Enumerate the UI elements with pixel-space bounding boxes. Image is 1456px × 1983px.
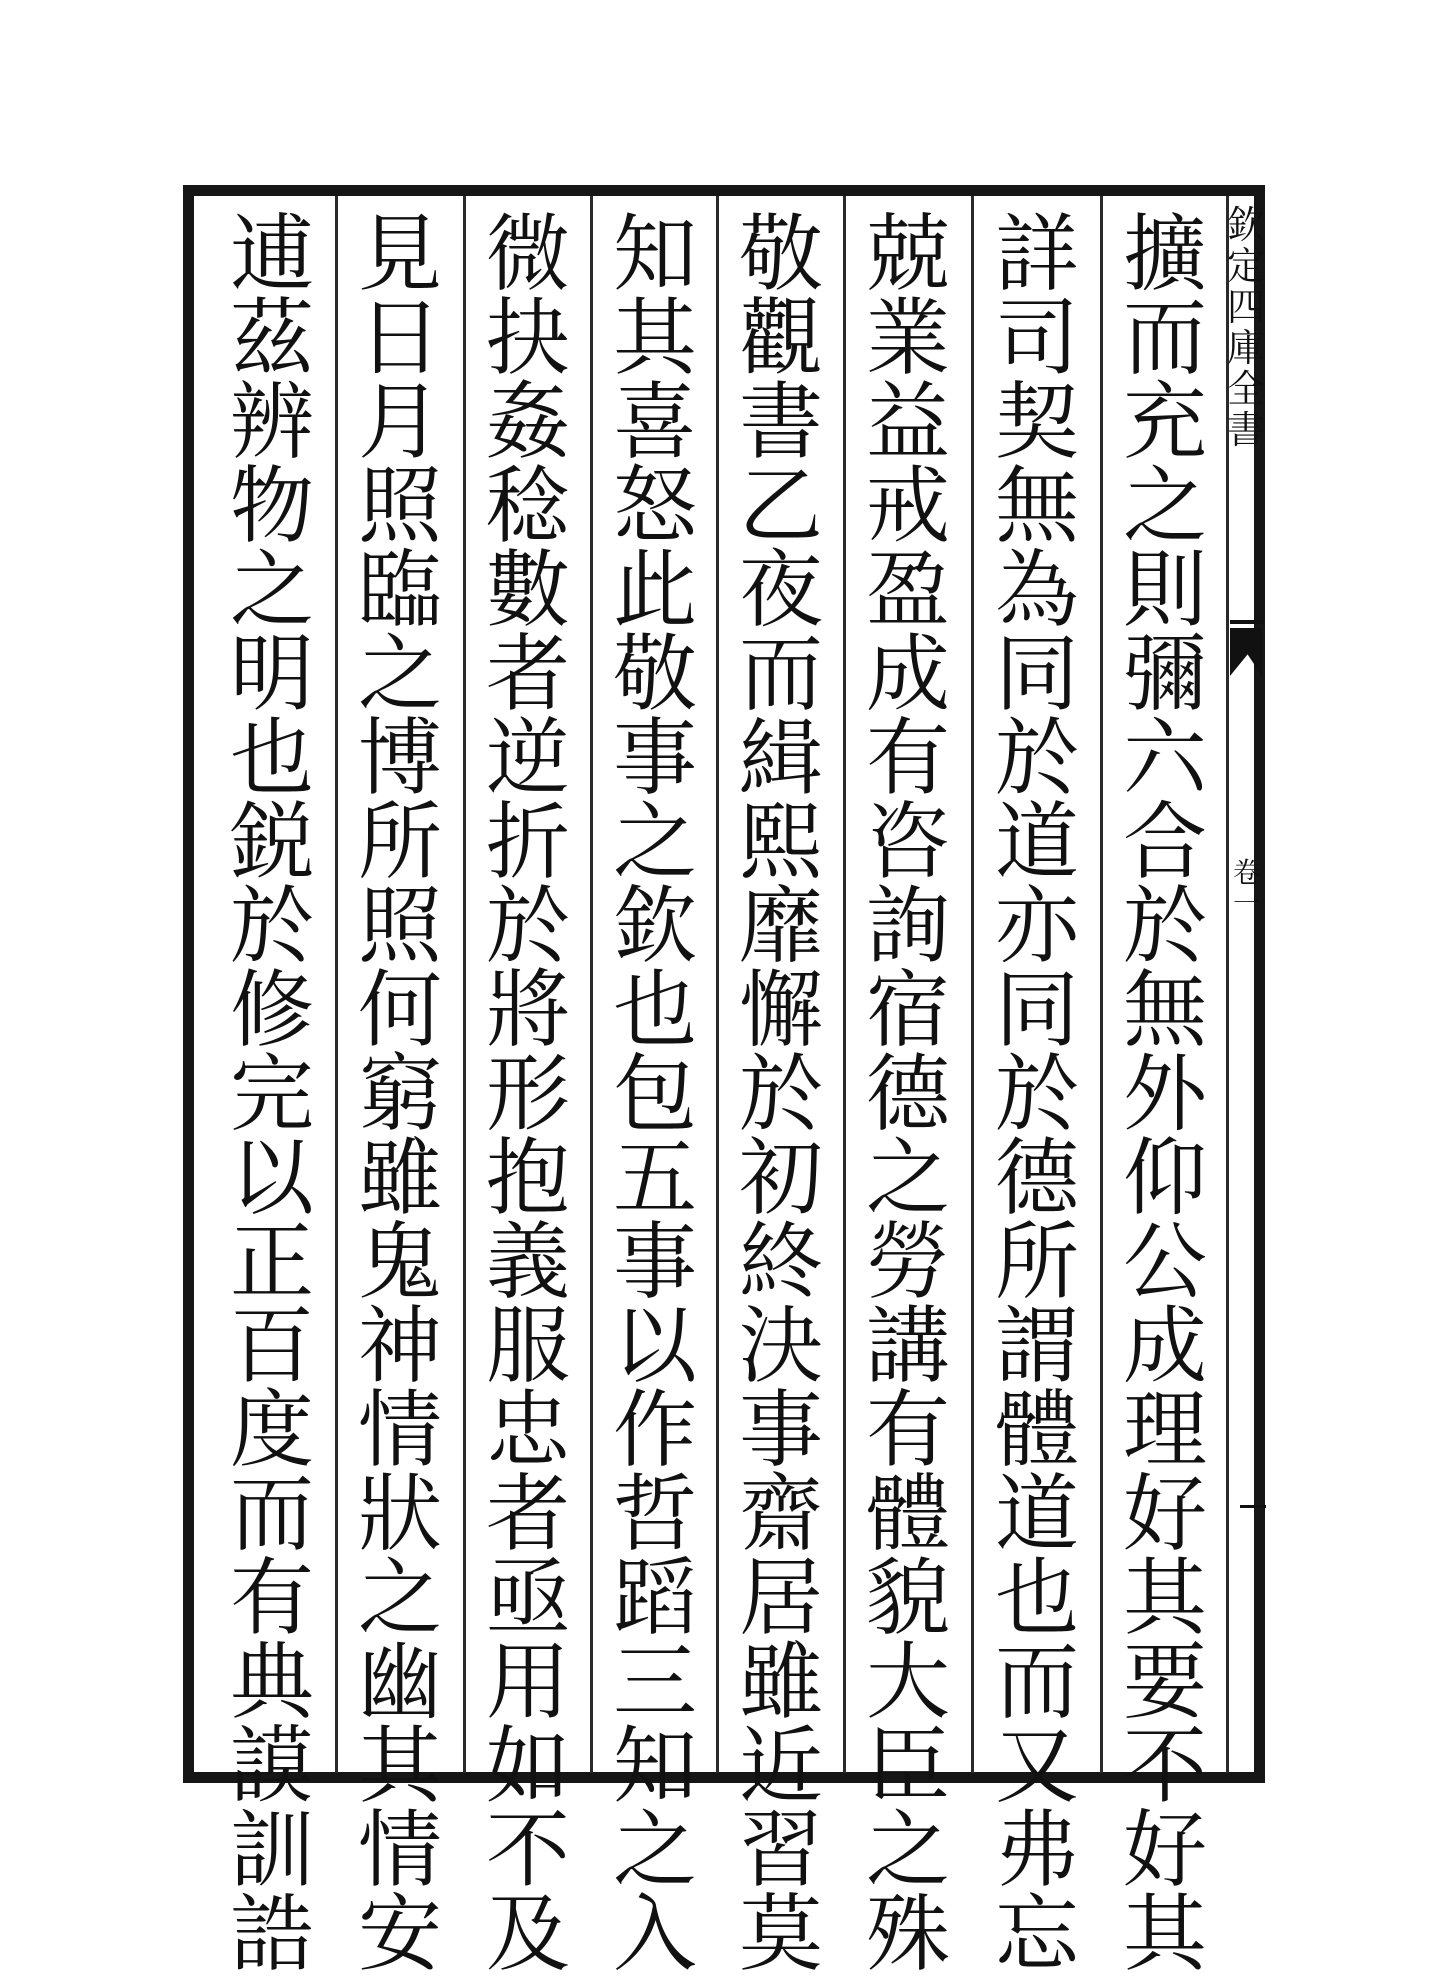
- glyph: 如: [485, 1717, 570, 1815]
- glyph: 詢: [865, 877, 950, 975]
- glyph: 百: [229, 1297, 314, 1395]
- glyph: 物: [229, 457, 314, 555]
- glyph: 哲: [612, 1465, 697, 1563]
- glyph: 近: [738, 1717, 823, 1815]
- glyph: 其: [1122, 1885, 1207, 1983]
- glyph: 而: [994, 1633, 1079, 1731]
- glyph: 兢: [865, 205, 950, 303]
- glyph: 敬: [738, 205, 823, 303]
- glyph: 度: [229, 1381, 314, 1479]
- glyph: 狀: [357, 1465, 442, 1563]
- glyph: 不: [1122, 1717, 1207, 1815]
- glyph: 之: [865, 1129, 950, 1227]
- glyph: 要: [1122, 1633, 1207, 1731]
- glyph: 成: [1122, 1297, 1207, 1395]
- glyph: 習: [738, 1801, 823, 1899]
- glyph: 居: [738, 1549, 823, 1647]
- glyph: 忘: [994, 1885, 1079, 1983]
- glyph: 辨: [229, 373, 314, 471]
- column-rule: [971, 196, 974, 1773]
- glyph: 好: [1122, 1801, 1207, 1899]
- text-column-8: [220, 205, 324, 1983]
- glyph: 無: [1122, 961, 1207, 1059]
- glyph: 而: [738, 625, 823, 723]
- glyph: 情: [357, 1801, 442, 1899]
- glyph: 謂: [994, 1297, 1079, 1395]
- glyph: 同: [994, 625, 1079, 723]
- glyph: 情: [357, 1381, 442, 1479]
- glyph: 鬼: [357, 1213, 442, 1311]
- glyph: 同: [994, 961, 1079, 1059]
- glyph: 咨: [865, 793, 950, 891]
- glyph: 正: [229, 1213, 314, 1311]
- glyph: 於: [994, 709, 1079, 807]
- glyph: 喜: [612, 373, 697, 471]
- glyph: 盈: [865, 541, 950, 639]
- glyph: 微: [485, 205, 570, 303]
- glyph: 亟: [485, 1549, 570, 1647]
- glyph: 將: [485, 961, 570, 1059]
- glyph: 義: [485, 1213, 570, 1311]
- glyph: 日: [357, 289, 442, 387]
- glyph: 欽: [612, 877, 697, 975]
- glyph: 完: [229, 1045, 314, 1143]
- glyph: 書: [738, 373, 823, 471]
- glyph: 其: [612, 289, 697, 387]
- glyph: 臣: [865, 1717, 950, 1815]
- glyph: 不: [485, 1801, 570, 1899]
- glyph: 弗: [994, 1801, 1079, 1899]
- glyph: 定: [1226, 244, 1265, 289]
- glyph: 以: [229, 1129, 314, 1227]
- glyph: 好: [1122, 1465, 1207, 1563]
- glyph: 於: [994, 1045, 1079, 1143]
- glyph: 講: [865, 1297, 950, 1395]
- glyph: 決: [738, 1297, 823, 1395]
- glyph: 彌: [1122, 625, 1207, 723]
- glyph: 緝: [738, 709, 823, 807]
- glyph: 敬: [612, 625, 697, 723]
- glyph: 及: [485, 1885, 570, 1983]
- glyph: 懈: [738, 961, 823, 1059]
- glyph: 成: [865, 625, 950, 723]
- glyph: 道: [994, 793, 1079, 891]
- glyph: 幽: [357, 1633, 442, 1731]
- glyph: 抉: [485, 289, 570, 387]
- glyph: 四: [1226, 285, 1265, 330]
- glyph: 雖: [738, 1633, 823, 1731]
- glyph: 亦: [994, 877, 1079, 975]
- glyph: 所: [357, 793, 442, 891]
- glyph: 靡: [738, 877, 823, 975]
- glyph: 道: [994, 1465, 1079, 1563]
- glyph: 者: [485, 1465, 570, 1563]
- glyph: 擴: [1122, 205, 1207, 303]
- glyph: 夜: [738, 541, 823, 639]
- text-column-1: [1113, 205, 1217, 1983]
- glyph: 事: [738, 1381, 823, 1479]
- glyph: 齋: [738, 1465, 823, 1563]
- glyph: 庫: [1226, 326, 1265, 371]
- glyph: 誥: [229, 1885, 314, 1983]
- glyph: 理: [1122, 1381, 1207, 1479]
- glyph: 作: [612, 1381, 697, 1479]
- glyph: 也: [612, 961, 697, 1059]
- glyph: 入: [612, 1885, 697, 1983]
- glyph: 事: [612, 1213, 697, 1311]
- glyph: 而: [1122, 289, 1207, 387]
- glyph: 全: [1226, 367, 1265, 412]
- glyph: 業: [865, 289, 950, 387]
- glyph: 抱: [485, 1129, 570, 1227]
- glyph: 照: [357, 877, 442, 975]
- glyph: 其: [357, 1717, 442, 1815]
- column-rule: [1100, 196, 1103, 1773]
- glyph: 殊: [865, 1885, 950, 1983]
- glyph: 折: [485, 793, 570, 891]
- glyph: 以: [612, 1297, 697, 1395]
- glyph: 訓: [229, 1801, 314, 1899]
- glyph: 初: [738, 1129, 823, 1227]
- glyph: 書: [1226, 408, 1265, 453]
- glyph: 包: [612, 1045, 697, 1143]
- glyph: 德: [994, 1129, 1079, 1227]
- glyph: 欽: [1226, 203, 1265, 247]
- glyph: 公: [1122, 1213, 1207, 1311]
- glyph: 一: [1232, 886, 1261, 920]
- glyph: 數: [485, 541, 570, 639]
- glyph: 充: [1122, 373, 1207, 471]
- glyph: 忠: [485, 1381, 570, 1479]
- text-column-5: [603, 205, 707, 1983]
- glyph: 之: [865, 1801, 950, 1899]
- glyph: 之: [1122, 457, 1207, 555]
- glyph: 則: [1122, 541, 1207, 639]
- glyph: 月: [357, 373, 442, 471]
- glyph: 之: [357, 625, 442, 723]
- glyph: 神: [357, 1297, 442, 1395]
- glyph: 蹈: [612, 1549, 697, 1647]
- glyph: 之: [357, 1549, 442, 1647]
- glyph: 安: [357, 1885, 442, 1983]
- glyph: 五: [612, 1129, 697, 1227]
- glyph: 有: [865, 709, 950, 807]
- glyph: 益: [865, 373, 950, 471]
- glyph: 怒: [612, 457, 697, 555]
- glyph: 勞: [865, 1213, 950, 1311]
- glyph: 所: [994, 1213, 1079, 1311]
- glyph: 觀: [738, 289, 823, 387]
- glyph: 於: [485, 877, 570, 975]
- column-rule: [463, 196, 466, 1773]
- glyph: 也: [229, 709, 314, 807]
- glyph: 戒: [865, 457, 950, 555]
- glyph: 有: [865, 1381, 950, 1479]
- glyph: 其: [1122, 1549, 1207, 1647]
- glyph: 服: [485, 1297, 570, 1395]
- glyph: 謨: [229, 1717, 314, 1815]
- glyph: 照: [357, 457, 442, 555]
- glyph: 於: [738, 1045, 823, 1143]
- glyph: 事: [612, 709, 697, 807]
- glyph: 之: [612, 793, 697, 891]
- column-rule: [335, 196, 338, 1773]
- glyph: 德: [865, 1045, 950, 1143]
- glyph: 形: [485, 1045, 570, 1143]
- glyph: 見: [357, 205, 442, 303]
- glyph: 用: [485, 1633, 570, 1731]
- glyph: 體: [994, 1381, 1079, 1479]
- glyph: 為: [994, 541, 1079, 639]
- glyph: 熙: [738, 793, 823, 891]
- glyph: 體: [865, 1465, 950, 1563]
- text-column-6: [476, 205, 580, 1983]
- glyph: 於: [1122, 877, 1207, 975]
- glyph: 逆: [485, 709, 570, 807]
- glyph: 臨: [357, 541, 442, 639]
- glyph: 貌: [865, 1549, 950, 1647]
- banxin-juan-label: [1230, 858, 1264, 920]
- column-rule: [590, 196, 593, 1773]
- glyph: 於: [229, 877, 314, 975]
- fishtail-line: [1230, 620, 1264, 624]
- glyph: 終: [738, 1213, 823, 1311]
- text-column-3: [856, 205, 960, 1983]
- glyph: 卷: [1232, 856, 1261, 889]
- glyph: 修: [229, 961, 314, 1059]
- glyph: 此: [612, 541, 697, 639]
- glyph: 姦: [485, 373, 570, 471]
- text-column-2: [985, 205, 1089, 1983]
- glyph: 乙: [738, 457, 823, 555]
- glyph: 茲: [229, 289, 314, 387]
- glyph: 也: [994, 1549, 1079, 1647]
- glyph: 合: [1122, 793, 1207, 891]
- banxin-tick: [1240, 1505, 1266, 1508]
- glyph: 外: [1122, 1045, 1207, 1143]
- glyph: 雖: [357, 1129, 442, 1227]
- column-rule: [716, 196, 719, 1773]
- glyph: 博: [357, 709, 442, 807]
- glyph: 司: [994, 289, 1079, 387]
- glyph: 知: [612, 1717, 697, 1815]
- column-rule: [843, 196, 846, 1773]
- glyph: 六: [1122, 709, 1207, 807]
- glyph: 稔: [485, 457, 570, 555]
- glyph: 莫: [738, 1885, 823, 1983]
- glyph: 何: [357, 961, 442, 1059]
- glyph: 三: [612, 1633, 697, 1731]
- banxin-book-title: [1226, 205, 1266, 451]
- glyph: 逋: [229, 205, 314, 303]
- glyph: 明: [229, 625, 314, 723]
- glyph: 詳: [994, 205, 1079, 303]
- glyph: 者: [485, 625, 570, 723]
- glyph: 之: [612, 1801, 697, 1899]
- glyph: 無: [994, 457, 1079, 555]
- glyph: 窮: [357, 1045, 442, 1143]
- glyph: 宿: [865, 961, 950, 1059]
- glyph: 而: [229, 1465, 314, 1563]
- glyph: 又: [994, 1717, 1079, 1815]
- text-column-4: [729, 205, 833, 1983]
- glyph: 有: [229, 1549, 314, 1647]
- glyph: 鋭: [229, 793, 314, 891]
- text-column-7: [348, 205, 452, 1983]
- glyph: 契: [994, 373, 1079, 471]
- glyph: 大: [865, 1633, 950, 1731]
- glyph: 仰: [1122, 1129, 1207, 1227]
- glyph: 知: [612, 205, 697, 303]
- glyph: 典: [229, 1633, 314, 1731]
- glyph: 之: [229, 541, 314, 639]
